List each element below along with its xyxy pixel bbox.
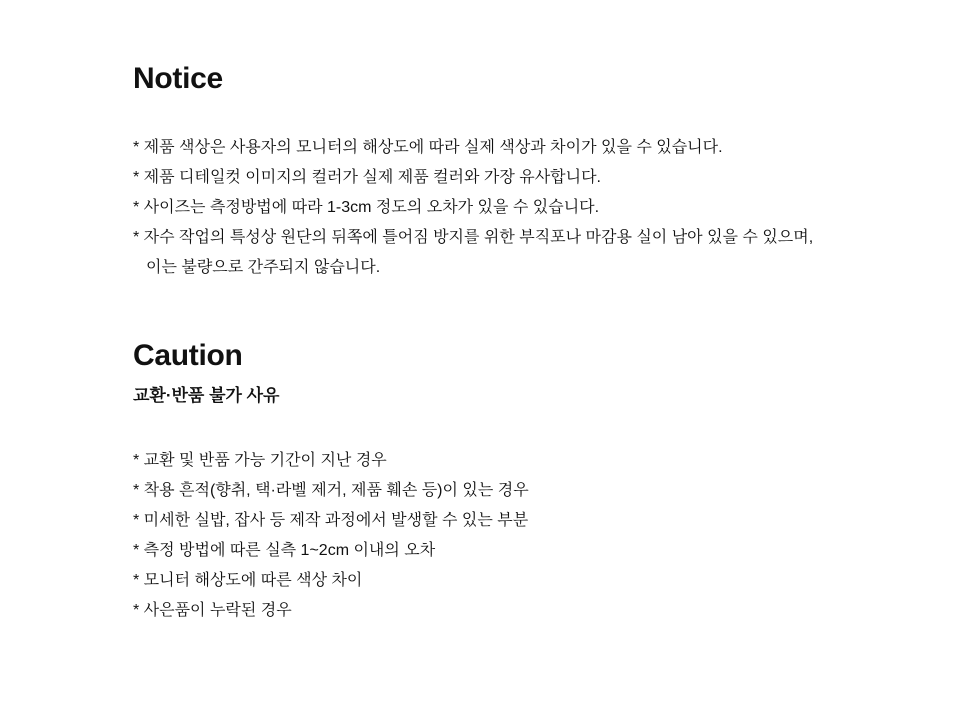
notice-title: Notice	[133, 62, 223, 95]
caution-subtitle: 교환·반품 불가 사유	[133, 386, 280, 405]
notice-line: * 사이즈는 측정방법에 따라 1-3cm 정도의 오차가 있을 수 있습니다.	[133, 199, 600, 216]
caution-title: Caution	[133, 339, 243, 372]
caution-line: * 측정 방법에 따른 실측 1~2cm 이내의 오차	[133, 542, 436, 559]
notice-line: * 제품 디테일컷 이미지의 컬러가 실제 제품 컬러와 가장 유사합니다.	[133, 169, 601, 186]
caution-line: * 사은품이 누락된 경우	[133, 602, 292, 619]
notice-line-continuation: 이는 불량으로 간주되지 않습니다.	[146, 259, 381, 276]
notice-line: * 제품 색상은 사용자의 모니터의 해상도에 따라 실제 색상과 차이가 있을 수 있습니다.	[133, 139, 723, 156]
notice-line: * 자수 작업의 특성상 원단의 뒤쪽에 틀어짐 방지를 위한 부직포나 마감용 실이 남아 있을 수 있으며,	[133, 229, 814, 246]
caution-line: * 모니터 해상도에 따른 색상 차이	[133, 572, 363, 589]
caution-line: * 교환 및 반품 가능 기간이 지난 경우	[133, 452, 387, 469]
notice-section	[133, 63, 920, 283]
notice-list	[133, 133, 920, 283]
caution-line: * 미세한 실밥, 잡사 등 제작 과정에서 발생할 수 있는 부분	[133, 512, 529, 529]
caution-section	[133, 340, 920, 626]
caution-line: * 착용 흔적(향취, 택·라벨 제거, 제품 훼손 등)이 있는 경우	[133, 482, 529, 499]
caution-list	[133, 446, 920, 626]
